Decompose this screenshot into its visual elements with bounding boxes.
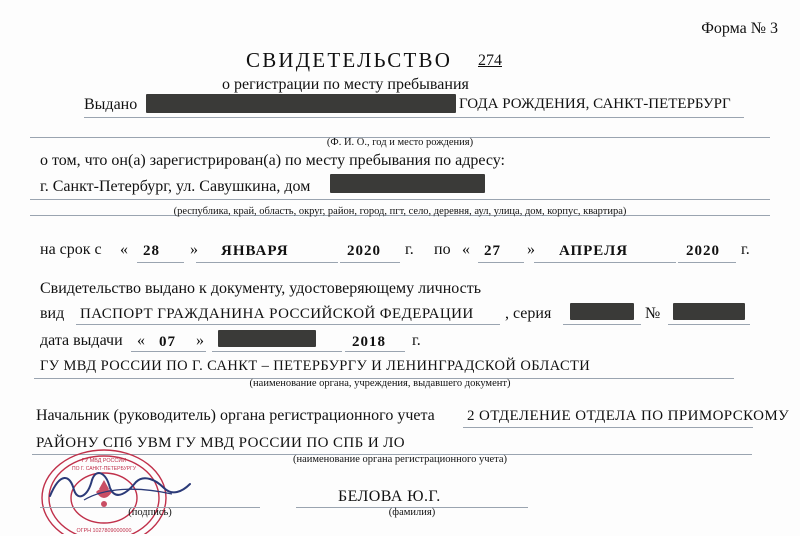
form-number: Форма № 3	[701, 20, 778, 37]
rule-year-to	[678, 262, 736, 263]
issuing-authority: ГУ МВД РОССИИ ПО Г. САНКТ – ПЕТЕРБУРГУ И ЛЕНИНГРАДСКОЙ ОБЛАСТИ	[40, 358, 591, 374]
rule-issue-year	[345, 351, 405, 352]
rule-issue-day	[131, 351, 206, 352]
rule-chief-org-1	[463, 427, 753, 428]
rule-address-1	[30, 199, 770, 200]
quote-close-2: »	[527, 241, 535, 258]
term-month-to: АПРЕЛЯ	[559, 243, 629, 259]
identity-type-value: ПАСПОРТ ГРАЖДАНИНА РОССИЙСКОЙ ФЕДЕРАЦИИ	[80, 306, 474, 322]
caption-surname: (фамилия)	[388, 507, 436, 518]
rule-identity-type	[76, 324, 500, 325]
chief-surname: БЕЛОВА Ю.Г.	[338, 488, 441, 505]
caption-org: (наименование органа регистрационного учета)	[292, 454, 508, 465]
address-value: г. Санкт-Петербург, ул. Савушкина, дом	[40, 178, 311, 195]
rule-identity-series	[563, 324, 641, 325]
quote-close-3: »	[196, 332, 204, 349]
registered-line: о том, что он(а) зарегистрирован(а) по месту пребывания по адресу:	[40, 152, 505, 169]
identity-series-label: , серия	[505, 305, 552, 322]
chief-org-line2: РАЙОНУ СПб УВМ ГУ МВД РОССИИ ПО СПБ И ЛО	[36, 435, 406, 451]
issue-year: 2018	[352, 334, 386, 350]
identity-intro: Свидетельство выдано к документу, удостоверяющему личность	[40, 280, 482, 297]
redacted-passport-series	[570, 303, 634, 320]
caption-fio: (Ф. И. О., год и место рождения)	[326, 137, 474, 148]
rule-identity-number	[668, 324, 750, 325]
issue-day: 07	[159, 334, 176, 350]
rule-issued	[84, 117, 744, 118]
redacted-address	[330, 174, 485, 193]
chief-org-line1: 2 ОТДЕЛЕНИЕ ОТДЕЛА ПО ПРИМОРСКОМУ	[467, 408, 790, 424]
rule-month-to	[534, 262, 676, 263]
quote-open-2: «	[462, 241, 470, 258]
certificate-number: 274	[478, 52, 502, 69]
issue-date-label: дата выдачи	[40, 332, 123, 349]
quote-open-1: «	[120, 241, 128, 258]
issued-label: Выдано	[84, 96, 138, 113]
term-month-from: ЯНВАРЯ	[221, 243, 289, 259]
redacted-passport-number	[673, 303, 745, 320]
quote-open-3: «	[137, 332, 145, 349]
quote-close-1: »	[190, 241, 198, 258]
chief-label: Начальник (руководитель) органа регистрационного учета	[36, 407, 435, 424]
term-g-1: г.	[405, 241, 414, 258]
caption-signature: (подпись)	[128, 507, 172, 518]
page-title: СВИДЕТЕЛЬСТВО	[246, 48, 453, 72]
signature	[44, 466, 194, 506]
rule-day-from	[137, 262, 184, 263]
redacted-name	[146, 94, 456, 113]
caption-address: (республика, край, область, округ, район, город, пгт, село, деревня, аул, улица, дом, корпус, квартира)	[173, 206, 627, 217]
identity-number-label: №	[645, 305, 661, 322]
term-year-from: 2020	[347, 243, 381, 259]
issue-g: г.	[412, 332, 421, 349]
rule-month-from	[196, 262, 338, 263]
rule-day-to	[478, 262, 524, 263]
svg-text:ГУ МВД РОССИИ: ГУ МВД РОССИИ	[81, 458, 127, 464]
term-po: по	[434, 241, 451, 258]
page-subtitle: о регистрации по месту пребывания	[222, 76, 469, 93]
svg-text:ПО Г. САНКТ-ПЕТЕРБУРГУ: ПО Г. САНКТ-ПЕТЕРБУРГУ	[71, 466, 137, 472]
term-day-from: 28	[143, 243, 160, 259]
identity-type-label: вид	[40, 305, 65, 322]
term-year-to: 2020	[686, 243, 720, 259]
term-g-2: г.	[741, 241, 750, 258]
svg-text:ОГРН 1027809000000: ОГРН 1027809000000	[76, 528, 132, 534]
caption-authority: (наименование органа, учреждения, выдавшего документ)	[249, 378, 511, 389]
rule-issue-month	[212, 351, 342, 352]
rule-year-from	[340, 262, 400, 263]
redacted-issue-month	[218, 330, 316, 347]
issued-value-suffix: ГОДА РОЖДЕНИЯ, САНКТ-ПЕТЕРБУРГ	[459, 96, 731, 112]
term-day-to: 27	[484, 243, 501, 259]
term-prefix: на срок с	[40, 241, 102, 258]
